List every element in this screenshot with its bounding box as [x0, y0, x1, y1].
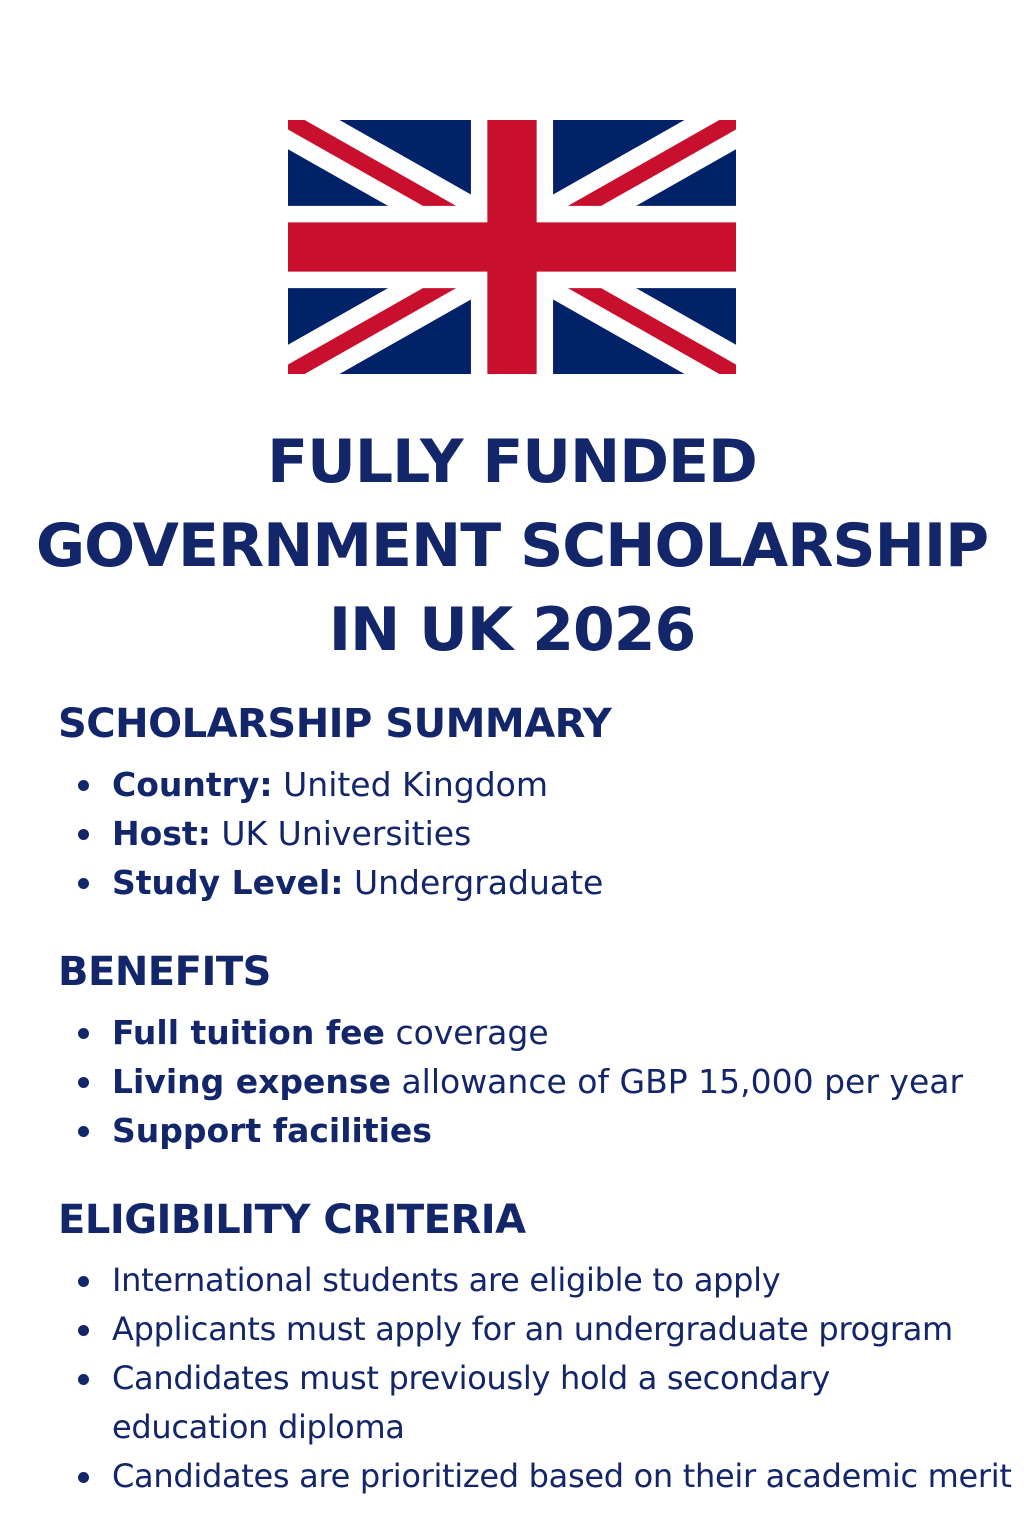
list-item	[58, 1354, 1018, 1452]
list-item	[58, 1452, 1018, 1501]
section-heading: SCHOLARSHIP SUMMARY	[58, 701, 612, 747]
bullet-icon	[78, 1374, 89, 1385]
bullet-icon	[78, 1325, 89, 1336]
bullet-icon	[78, 829, 89, 840]
eligibility-list	[58, 1256, 1018, 1501]
item-label: Country:	[112, 765, 273, 804]
item-text: Candidates are prioritized based on their academic merit	[112, 1457, 1012, 1495]
scholarship-summary-section	[58, 700, 1018, 907]
bullet-icon	[78, 1077, 89, 1088]
item-label: Host:	[112, 814, 211, 853]
list-item	[58, 1008, 1018, 1057]
list-item	[58, 1305, 1018, 1354]
item-value: United Kingdom	[272, 765, 549, 804]
benefits-section	[58, 948, 1018, 1155]
bullet-icon	[78, 1472, 89, 1483]
item-text: Applicants must apply for an undergraduate program	[112, 1310, 953, 1348]
item-label: Support facilities	[112, 1111, 432, 1150]
item-value: Undergraduate	[343, 863, 604, 902]
bullet-icon	[78, 878, 89, 889]
bullet-icon	[78, 1276, 89, 1287]
list-item	[58, 1106, 1018, 1155]
list-item	[58, 1057, 1018, 1106]
title-line-2: GOVERNMENT SCHOLARSHIP	[35, 511, 989, 581]
benefits-list	[58, 1008, 1018, 1155]
list-item	[58, 1256, 1018, 1305]
bullet-icon	[78, 1028, 89, 1039]
section-heading: BENEFITS	[58, 949, 271, 995]
item-label: Full tuition fee	[112, 1013, 385, 1052]
bullet-icon	[78, 780, 89, 791]
item-value: allowance of GBP 15,000 per year	[390, 1062, 964, 1101]
item-value: coverage	[384, 1013, 549, 1052]
title-line-1: FULLY FUNDED	[267, 427, 757, 497]
item-text: International students are eligible to apply	[112, 1261, 781, 1299]
page-title	[0, 420, 1024, 672]
item-label: Study Level:	[112, 863, 344, 902]
title-line-3: IN UK 2026	[328, 595, 696, 665]
summary-list	[58, 760, 1018, 907]
section-heading: ELIGIBILITY CRITERIA	[58, 1197, 526, 1243]
list-item	[58, 760, 1018, 809]
eligibility-criteria-section	[58, 1196, 1018, 1501]
bullet-icon	[78, 1126, 89, 1137]
list-item	[58, 858, 1018, 907]
item-text: Candidates must previously hold a secondary education diploma	[112, 1359, 831, 1446]
item-value: UK Universities	[210, 814, 472, 853]
item-label: Living expense	[112, 1062, 391, 1101]
union-jack-flag-icon	[288, 120, 736, 374]
list-item	[58, 809, 1018, 858]
